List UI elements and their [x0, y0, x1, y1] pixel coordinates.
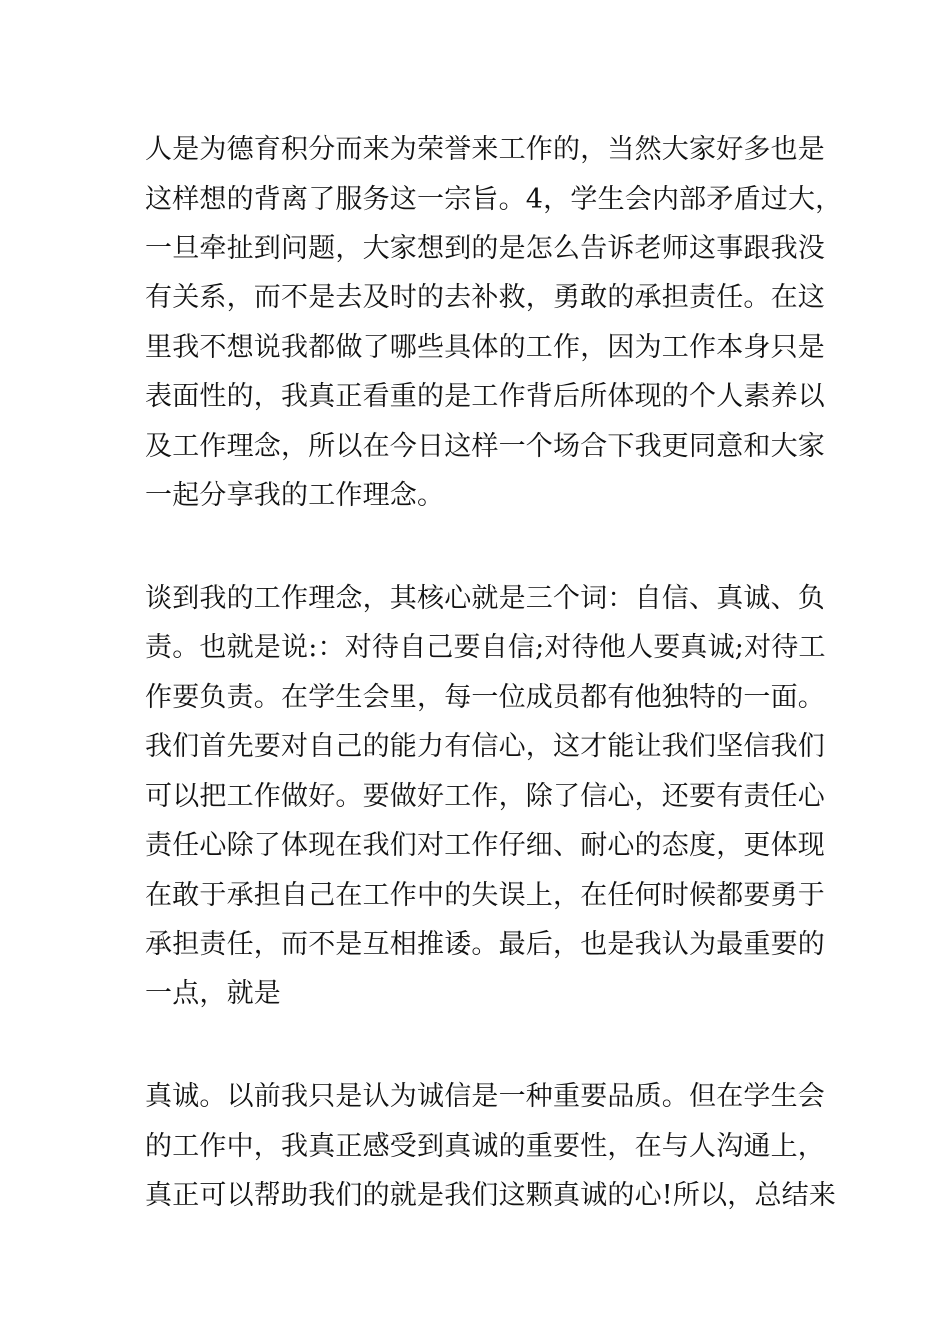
text-line: 责任心除了体现在我们对工作仔细、耐心的态度，更体现	[145, 830, 825, 861]
text-line: 真正可以帮助我们的就是我们这颗真诚的心!所以，总结来	[145, 1180, 837, 1211]
text-line: 这样想的背离了服务这一宗旨。4，学生会内部矛盾过大，	[145, 184, 843, 215]
text-line: 一起分享我的工作理念。	[145, 480, 445, 511]
text-line: 里我不想说我都做了哪些具体的工作，因为工作本身只是	[145, 332, 825, 363]
text-line: 承担责任，而不是互相推诿。最后，也是我认为最重要的	[145, 929, 825, 960]
text-line: 真诚。以前我只是认为诚信是一种重要品质。但在学生会	[145, 1081, 825, 1112]
text-line: 可以把工作做好。要做好工作，除了信心，还要有责任心	[145, 781, 825, 812]
text-line: 谈到我的工作理念，其核心就是三个词：自信、真诚、负	[145, 583, 825, 614]
text-line: 责。也就是说:：对待自己要自信;对待他人要真诚;对待工	[145, 632, 826, 663]
text-line: 表面性的，我真正看重的是工作背后所体现的个人素养以	[145, 381, 825, 412]
text-line: 在敢于承担自己在工作中的失误上，在任何时候都要勇于	[145, 880, 825, 911]
text-line: 一点，就是	[145, 978, 281, 1009]
text-line: 人是为德育积分而来为荣誉来工作的，当然大家好多也是	[145, 134, 825, 165]
text-line: 我们首先要对自己的能力有信心，这才能让我们坚信我们	[145, 731, 825, 762]
text-line: 有关系，而不是去及时的去补救，勇敢的承担责任。在这	[145, 282, 825, 313]
text-line: 的工作中，我真正感受到真诚的重要性，在与人沟通上，	[145, 1131, 825, 1162]
text-line: 作要负责。在学生会里，每一位成员都有他独特的一面。	[145, 682, 825, 713]
text-line: 及工作理念，所以在今日这样一个场合下我更同意和大家	[145, 431, 825, 462]
text-line: 一旦牵扯到问题，大家想到的是怎么告诉老师这事跟我没	[145, 233, 825, 264]
